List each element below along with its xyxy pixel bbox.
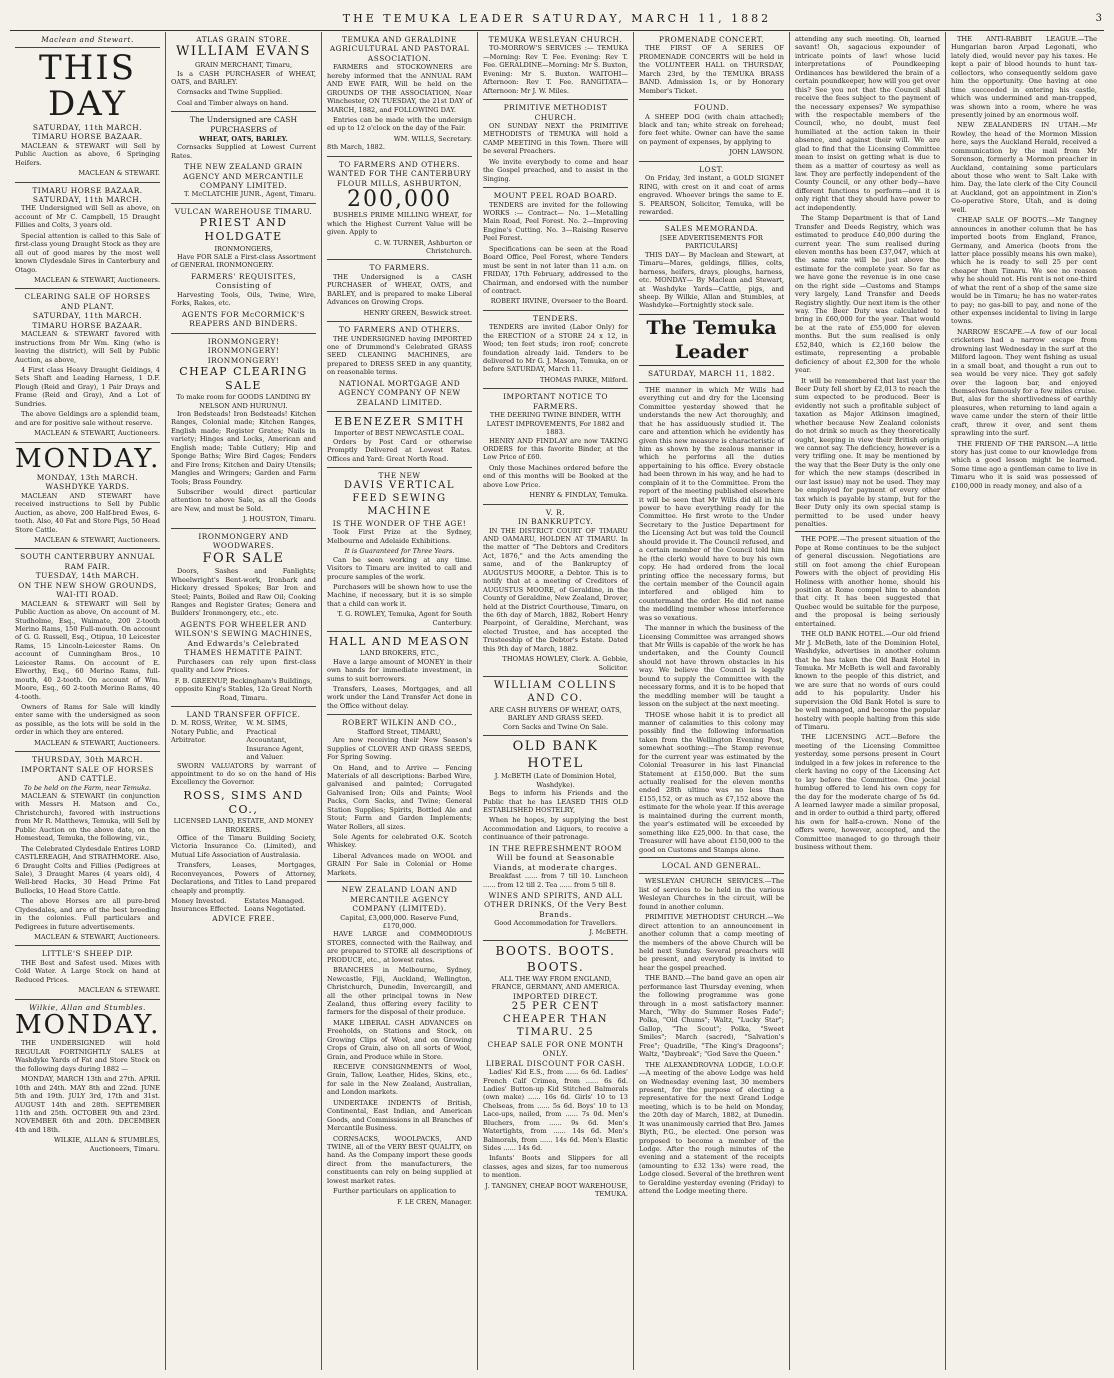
- ad-footer: ADVICE FREE.: [212, 913, 275, 923]
- ad-items: Ladies' Kid E.S., from ...... 6s 6d. Ladies' French Calf Crimea, from ...... 6s 6d. Ladies' Button-up Kid Stitched Balmorals (own make) ...... 16s 6d. Girls' 10 to 13 Chelseas, from ...... 5s 6d. Boys' 10 to 13 Lace-ups, nailed, from ...... 7s 0d. Men's Bluchers, from ...... 9s 6d. Men's Watertights, from ...... 14s 6d. Men's Balmorals, from ...... 14s 6d. Men's Elastic Sides ...... 14s 6d.: [483, 1068, 628, 1153]
- ad-big-heading: PRIEST AND HOLDGATE: [199, 216, 288, 244]
- ad-place: TIMARU HORSE BAZAAR.: [32, 132, 143, 142]
- ad-monday-washdyke: [15, 443, 161, 545]
- ad-heading: IN BANKRUPTCY.: [517, 517, 594, 527]
- ad-body: The above Geldings are a splendid team, and are for positive sale without reserve.: [15, 410, 160, 427]
- ad-heading: CLEARING SALE OF HORSES AND PLANT.: [24, 292, 151, 311]
- ad-body: Purchasers will be shown how to use the Machine, if necessary, but it is so simple that a child can work it.: [327, 582, 472, 608]
- section-heading-local-general: LOCAL AND GENERAL.: [661, 860, 762, 870]
- ad-davis-sewing: [327, 471, 472, 627]
- ad-agents: AGENTS FOR WHEELER AND WILSON'S SEWING MACHINES, And Edwards's Celebrated THAMES HEMATITE PAINT.: [174, 619, 313, 658]
- ad-hall-meason: [327, 635, 472, 710]
- column-3: [322, 32, 478, 1370]
- ad-body: THE UNDERSIGNED will hold REGULAR FORTNIGHTLY SALES at Washdyke Yards of Fat and Store Stock on the following days during 1882 —: [15, 1039, 160, 1073]
- ad-land-transfer: [171, 710, 316, 923]
- ad-firm-header: Wilkie, Allan and Stumbles.: [29, 1002, 146, 1012]
- ad-signature: C. W. TURNER, Ashburton or Christchurch.: [374, 238, 472, 256]
- ad-big-heading: HALL AND MEASON: [328, 635, 471, 649]
- ad-subheading: LICENSED LAND, ESTATE, AND MONEY BROKERS.: [173, 817, 314, 834]
- ad-body: THE FIRST OF A SERIES OF PROMENADE CONCERTS will be held in the VOLUNTEER HALL on THURSDAY, March 23rd, by the TEMUKA BRASS BAND. Admission 1s, or by Honorary Member's Ticket.: [639, 44, 784, 95]
- masthead-title: THE TEMUKA LEADER SATURDAY, MARCH 11, 1882: [342, 11, 772, 25]
- ad-items: The Celebrated Clydesdale Entires LORD CASTLEREAGH, And STRATHMORE. Also, 6 Draught Colts and Fillies (Pedigrees at Sale), 3 Draught Mares (4 years old), 4 Well-bred Hacks, 30 Head Prime Fat Bullocks, 10 Head Store Cattle.: [15, 844, 160, 895]
- ad-date: SATURDAY, 11th MARCH.: [32, 195, 143, 204]
- ad-big-heading: WILLIAM EVANS: [176, 44, 311, 60]
- editorial-paragraph: The manner in which the business of the Licensing Committee was arranged shows that Mr Wills is capable of the work he has undertaken, and the County Council should not have thrown obstacles in his way. We believe the Council is legally bound to supply the Committee with the necessary forms, and it is to be hoped that the meddling member will be taught a lesson on the subject at the next meeting.: [639, 624, 784, 709]
- ad-draught-fillies: [15, 186, 160, 285]
- ad-greenup: [171, 532, 316, 702]
- ad-subheading: J. McBETH (Late of Dominion Hotel, Washdyke).: [494, 772, 617, 789]
- ad-heading: LOST.: [699, 164, 724, 174]
- ad-big-heading: CHEAP CLEARING SALE: [179, 364, 308, 393]
- ad-heading: LITTLE'S SHEEP DIP.: [41, 949, 134, 959]
- ad-nz-loan: [327, 885, 472, 1206]
- ad-atlas-grain: [171, 35, 316, 107]
- ad-ram-ewe-fair: [327, 35, 472, 152]
- ad-body: Good Accommodation for Travellers.: [494, 919, 617, 928]
- ad-signature: HENRY & FINDLAY, Temuka.: [529, 491, 628, 500]
- ad-seed-cleaning: [327, 325, 472, 407]
- column-7: [946, 32, 1102, 1370]
- ad-body: Are now receiving their New Season's Supplies of CLOVER AND GRASS SEEDS, For Spring Sowing.: [327, 736, 472, 762]
- ad-body: HAVE LARGE and COMMODIOUS STORES, connected with the Railway, and are prepared to STORE all descriptions of PRODUCE, etc., at lowest rates.: [327, 930, 472, 964]
- ad-signature: F. LE CREN, Manager.: [397, 1197, 472, 1206]
- ad-body: A SHEEP DOG (with chain attached); black and tan; white streak on forehead; fore feet white. Owner can have the same on payment of expenses, by applying to: [639, 112, 784, 146]
- ad-body: It is Guaranteed for Three Years.: [344, 547, 455, 556]
- ad-big-heading: OLD BANK HOTEL: [512, 738, 599, 771]
- ad-heading: VULCAN WAREHOUSE TIMARU.: [174, 206, 313, 216]
- ad-date: 8th March, 1882.: [327, 143, 386, 152]
- ad-body: Can be seen working at any time. Visitors to Timaru are invited to call and procure samples of the work.: [327, 555, 472, 581]
- ad-big-heading: WILLIAM COLLINS AND CO.: [493, 680, 618, 704]
- ad-body: Owners of Rams for Sale will kindly enter same with the undersigned as soon as possible, as the lots will be sold in the order in which they are entered.: [15, 702, 160, 737]
- ad-body: UNDERTAKE INDENTS of British, Continental, East Indian, and American Goods, and Commissions in all Branches of Mercantile Business.: [327, 1098, 472, 1133]
- ad-grain-agency: [171, 115, 316, 199]
- ad-wilkie-allan: [15, 1003, 160, 1153]
- ad-body: FARMERS and STOCKOWNERS are hereby informed that the ANNUAL RAM AND EWE FAIR, Will be held on the GROUNDS OF THE ASSOCIATION, Near Winchester, ON TUESDAY, the 21st DAY of MARCH, 1882, and FOLLOWING DAY.: [327, 63, 472, 114]
- ad-subheading: [SEE ADVERTISEMENTS FOR PARTICULARS]: [660, 233, 763, 251]
- ad-signature: MACLEAN & STEWART, Auctioneers.: [34, 429, 160, 438]
- ad-menu: Breakfast ...... from 7 till 10. Luncheon ...... from 12 till 2. Tea ...... from 5 till 8.: [483, 872, 628, 889]
- ad-date: SATURDAY, 11th MARCH.: [32, 311, 143, 321]
- ad-tenders: [483, 314, 628, 385]
- ad-subheading: GRAIN MERCHANT, Timaru,: [194, 61, 293, 70]
- ad-wesleyan: [483, 35, 628, 95]
- ad-vulcan-warehouse: [171, 207, 316, 329]
- ad-body: We invite everybody to come and hear the Gospel preached, and to assist in the Singing.: [483, 157, 628, 183]
- ad-heading: FOUND.: [694, 103, 729, 113]
- ad-signature: F. B. GREENUP, Beckingham's Buildings, opposite King's Stables, 12a Great North Road, Timaru.: [174, 676, 313, 702]
- news-item: THE ANTI-RABBIT LEAGUE.—The Hungarian baron Arpad Legonati, who lately died, would never pay his taxes. He kept a pair of blood hounds to hunt tax-collectors, who consequently seldom gave him the opportunity. One having at one time succeeded in entering his castle, which was undermined and man-trapped, was shown into a room, where he was presently joined by an enormous wolf.: [951, 35, 1097, 119]
- ad-body: THE Undersigned will Sell as above, on account of Mr C. Campbell, 15 Draught Fillies and Colts, 3 years old.: [15, 204, 160, 230]
- ad-heading: SALES MEMORANDA.: [664, 224, 759, 234]
- ad-body: Corn Sacks and Twine On Sale.: [502, 722, 609, 731]
- ad-items: Iron Bedsteads! Iron Bedsteads! Kitchen Ranges, Colonial made; Kitchen Ranges, English made; Register Grates; Nails in variety; Hinges and Locks, American and English made; Table Cutlery; Hip and Sponge Baths; Wire Bird Cages; Fenders and Fire Irons; Kitchen and Dairy Utensils; Mangles and Wringers; Garden and Farm Tools; Brass Foundry.: [171, 410, 316, 486]
- ad-maclean-this-day: [15, 35, 160, 178]
- ad-body: Cornsacks Supplied at Lowest Current Rates.: [171, 143, 316, 160]
- ad-items: Doors, Sashes and Fanlights; Wheelwright's Bent-work, Ironbark and Hickory dressed Spokes; Bar Iron and Steel; Paints, Boiled and Raw Oil; Cooking Ranges and Register Grates; Genera and Builders' Ironmongery, etc., etc.: [171, 567, 316, 618]
- column-1: [10, 32, 166, 1370]
- ad-ram-fair: [15, 552, 160, 747]
- ad-heading: IRONMONGERY AND WOODWARES.: [198, 531, 289, 551]
- ad-sales-memoranda: [639, 224, 784, 309]
- ad-body: Orders by Post Card or otherwise Promptly Delivered at Lowest Rates. Offices and Yard: Great North Road.: [327, 437, 472, 463]
- column-2: [166, 32, 322, 1370]
- ad-firm-header: Maclean and Stewart.: [41, 35, 134, 44]
- ad-date: SATURDAY, 11th MARCH.: [32, 122, 143, 132]
- ad-signature: JOHN LAWSON.: [729, 148, 784, 157]
- ad-heading: TO FARMERS.: [369, 263, 430, 273]
- ad-body: Purchasers can rely upon first-class quality and Low Prices.: [171, 657, 316, 675]
- ad-body: Special attention is called to this Sale of first-class young Draught Stock as they are all out of good mares by the most well known Clydesdale Sires in Canterbury and Otago.: [15, 231, 160, 274]
- ad-sheep-dip: [15, 949, 160, 994]
- ad-subheading: WANTED FOR THE CANTERBURY FLOUR MILLS, ASHBURTON,: [327, 169, 472, 188]
- ad-body: BRANCHES in Melbourne, Sydney, Newcastle, Fiji, Auckland, Wellington, Christchurch, Dunedin, Invercargill, and all the other principal towns in New Zealand, thus offering every facility to farmers for the disposal of their produce.: [327, 966, 472, 1017]
- ad-company: THE NEW ZEALAND GRAIN AGENCY AND MERCANTILE COMPANY LIMITED.: [183, 162, 304, 190]
- ad-signature: WILKIE, ALLAN & STUMBLES, Auctioneers, Timaru.: [53, 1136, 160, 1153]
- ad-body: Cornsacks and Twine Supplied.: [177, 88, 283, 97]
- service-left: Money Invested. Insurances Effected.: [171, 897, 240, 914]
- column-6: [790, 32, 946, 1370]
- ad-big-heading: MONDAY.: [15, 443, 161, 474]
- ad-body: Subscriber would direct particular attention to above Sale, as all the Goods are New, and must be Sold.: [171, 487, 316, 513]
- ad-items: 4 First class Heavy Draught Geldings, 4 Sets Shaft and Leading Harness, 1 D.F. Plough (Reid and Gray), 1 Pair Drays and Frame (Reid and Gray), And a Lot of Sundries.: [15, 366, 160, 408]
- news-item: NARROW ESCAPE.—A few of our local cricketers had a narrow escape from drowning last Wednesday in the surf at the Milford lagoon. They went fishing as usual in a small boat, and thought a run out to sea would be very nice. They got safely over the lagoon bar, and enjoyed themselves famously for a few miles cruise. But, alas for the shortlivedness of earthly pleasures, when returning to land again a wave came under the stern of their little craft, threw it over, and sent them sprawling into the surf.: [951, 327, 1097, 438]
- ad-items: Harvesting Tools, Oils, Twine, Wire, Forks, Rakes, etc.: [171, 290, 316, 308]
- ad-body: Specifications can be seen at the Road Board Office, Peel Forest, where Tenders must be sent in not later than 11 a.m. on FRIDAY, 17th February, addressed to the Chairman, and endorsed with the number of contract.: [483, 244, 628, 295]
- ad-heading: IRONMONGERY! IRONMONGERY! IRONMONGERY!: [207, 336, 280, 365]
- ad-subheading: LAND BROKERS, ETC.,: [360, 649, 439, 658]
- ad-big-heading: BOOTS. BOOTS. BOOTS.: [495, 944, 616, 974]
- ad-signature: THOMAS PARKE, Milford.: [539, 375, 628, 384]
- news-item: CHEAP SALE OF BOOTS.—Mr Tangney announces in another column that he has imported boots from England, France, Germany, and America (boots from the latter place possibly means his own make), which he is ready to sell 25 per cent cheaper than Timaru. We see no reason why he should not. His rent is not one-third of what the rent of a shop of the same size would be in Timaru; he has no water-rates to pay; no gas-bill to pay, and none of the other expenses incidental to living in large towns.: [951, 216, 1097, 326]
- ad-subheading: IRONMONGERS,: [214, 244, 273, 253]
- news-item: THE FRIEND OF THE PARSON.—A little story has just come to our knowledge from which a good lesson might be learned. Some time ago a gentleman came to live in Timaru who it is said was possessed of £100,000 in ready money, and also of a: [951, 439, 1097, 490]
- editorial-paragraph: THE manner in which Mr Wills had everything cut and dry for the Licensing Committee yesterday showed that he understands the new Act thoroughly, and that he has assiduously studied it. The care and attention which he evidently has given this new measure is characteristic of him as shown by the zealous manner in which he performs all the duties appertaining to his office. Every obstacle had been thrown in his way, and he had to complain of it to the Committee. From the report of the meeting published elsewhere it will be seen that Mr Wills did all in his power to have everything ready for the Committee. He first wrote to the Under Secretary to the Justice Department for the Licensing Act but was told the Council should provide it. The Council refused, and a certain member of the Council told him he (the clerk) would have to buy his own copy. He had ordered from the local printing office the necessary forms, but the certain member of the Council again interfered and obliged him to countermand the order. He did not name the meddling member whose interference was so vexatious.: [639, 385, 784, 622]
- ad-signature: MACLEAN & STEWART, Auctioneers.: [34, 535, 160, 544]
- ad-date: MONDAY, 13th MARCH.: [36, 472, 139, 482]
- partner-right: W. M. SIMS, Practical Accountant, Insurance Agent, and Valuer.: [246, 719, 304, 762]
- ad-signature: MACLEAN & STEWART.: [78, 986, 160, 995]
- ad-bankruptcy: [483, 508, 628, 672]
- ad-big-heading: The Undersigned are CASH PURCHASERS of: [189, 115, 298, 134]
- ad-big-number: 200,000: [347, 187, 452, 213]
- news-item: THE LICENSING ACT.—Before the meeting of the Licensing Committee yesterday, some persons present in Court indulged in a few jokes in reference to the clerk having no copy of the Licensing Act to lay before the Committee. One jocial humbug offered to lend his own copy for the day for the moderate charge of 5s 6d. A learned lawyer made a similar proposal, and in order to outbid a third party, offered his own for half-a-crown. None of the offers were, however, accepted, and the Committee managed to go through their business without them.: [795, 733, 940, 852]
- ad-signature: MACLEAN & STEWART.: [78, 169, 160, 178]
- ad-heading: ATLAS GRAIN STORE.: [196, 35, 291, 44]
- news-item: WESLEYAN CHURCH SERVICES.—The list of services to be held in the various Wesleyan Churches in the circuit, will be found in another column.: [639, 877, 784, 911]
- ad-subheading: IN THE REFRESHMENT ROOM Will be found at Seasonable Viands, at moderate charges.: [489, 843, 622, 872]
- ad-body: WINES AND SPIRITS, AND ALL OTHER DRINKS, Of the Very Best Brands.: [484, 890, 627, 919]
- ad-subheading: THE DEERING TWINE BINDER, WITH LATEST IMPROVEMENTS, For 1882 and 1883.: [486, 411, 625, 437]
- ad-subheading: To make room for GOODS LANDING BY NELSON AND HURUNUI.: [176, 393, 311, 410]
- ad-signature: MACLEAN & STEWART, Auctioneers.: [34, 275, 160, 284]
- ad-heading: PROMENADE CONCERT.: [659, 35, 764, 44]
- ad-body: MAKE LIBERAL CASH ADVANCES on Freeholds, on Stations and Stock, on Growing Clips of Wool, and on Growing Crops of Grain, also on all sorts of Wool, Grain, and Produce while in Store.: [327, 1018, 472, 1061]
- ad-big-heading: EBENEZER SMITH: [334, 415, 465, 429]
- ad-body: TO-MORROW'S SERVICES :— TEMUKA—Morning: Rev T. Fee. Evening: Rev T. Fee. GERALDINE—Morning: Mr S. Buxton, Evening: Mr S. Buxton. WAITOHI—Afternoon: Rev T. Fee. RANGITATA—Afternoon: Mr J. W. Miles.: [483, 44, 628, 95]
- ad-ebenezer-smith: [327, 415, 472, 463]
- ad-body: Took First Prize at the Sydney, Melbourne and Adelaide Exhibitions.: [327, 528, 472, 545]
- ad-body: Transfers, Leases, Mortgages, Reconveyances, Powers of Attorney, Declarations, and Titles to Land prepared cheaply and promptly.: [171, 861, 316, 895]
- ad-robert-wilkin: [327, 718, 472, 877]
- ad-heading: TEMUKA WESLEYAN CHURCH.: [488, 35, 623, 44]
- ad-big-heading: FOR SALE: [202, 550, 285, 566]
- ad-signature: ROBERT IRVINE, Overseer to the Board.: [490, 297, 628, 306]
- ad-subheading: Capital, £3,000,000. Reserve Fund, £170,000.: [340, 913, 459, 931]
- ad-place: TIMARU HORSE BAZAAR.: [32, 320, 143, 330]
- ad-subheading: Importer of BEST NEWCASTLE COAL.: [334, 429, 465, 438]
- ad-heading: LAND TRANSFER OFFICE.: [186, 709, 301, 719]
- ad-lost: [639, 165, 784, 217]
- ad-heading: PRIMITIVE METHODIST CHURCH.: [503, 103, 608, 122]
- ad-signature: WM. WILLS, Secretary.: [393, 134, 472, 143]
- ad-heading: IMPORTANT SALE OF HORSES AND CATTLE.: [21, 764, 154, 784]
- ad-heading: THE NEW: [378, 471, 421, 481]
- ad-place: ON THE NEW SHOW GROUNDS, WAI-ITI ROAD.: [18, 580, 157, 600]
- ad-old-bank-hotel: [483, 739, 628, 936]
- ad-body: TENDERS are invited (Labor Only) for the ERECTION of a STORE 24 x 12, in Wood; ten feet studs; iron roof; concrete foundation already laid. Tenders to be delivered to Mr G. J. Mason, Temuka, on or before SATURDAY, March 11.: [483, 323, 628, 374]
- ad-body: On Friday, 3rd instant, a GOLD SIGNET RING, with crest on it and coat of arms engraved. Whoever brings the same to E. S. PEARSON, Solicitor, Temuka, will be rewarded.: [639, 174, 784, 216]
- ad-body: THIS DAY— By Maclean and Stewart, at Timaru—Mares, geldings, fillies, colts, harness, heifers, drays, ploughs, harness, etc. MONDAY— By Maclean and Stewart, at Washdyke Yards—Cattle, pigs, and sheep. By Wilkie, Allan and Stumbles, at Washdyke—Fortnightly stock sale.: [639, 250, 784, 310]
- editorial-continuation: attending any such meeting. Oh, learned savant! Oh, sagacious expounder of intricate points of law! whose lucid interpretations of Poundkeeping Ordinances has bewildered the brain of a certain poundkeeper, how will you get over this? See you not that the Council shall receive the fees subject to the payment of the necessary expenses? We sympathise with the respectable members of the Council, who, no doubt, must feel humiliated at the action taken in their absence, and against their will. We are glad to find that the Licensing Committee mean to insist on getting what is due to them as a matter of courtesy as well as law. They are perfectly independent of the County Council, or any other body—have different functions to perform—and it is only right that they should have power to act independently.: [795, 35, 940, 212]
- ad-boots: [483, 944, 628, 1198]
- ad-horses-cattle: [15, 755, 160, 941]
- ad-flour-mills: [327, 160, 472, 256]
- news-item: THE ALEXANDROVNA LODGE, I.O.O.F.—A meeting of the above Lodge was held on Wednesday evening last, 30 members present, for the purpose of electing a representative for the next Grand Lodge meeting, which is to be held on Monday, the 20th day of March, 1882, at Dunedin. It was unanimously carried that Bro. James Blyth, P.G., be elected. One person was proposed to become a member of the Lodge. After the rough minutes of the evening and a statement of the receipts (amounting to £32 13s) were read, the Lodge closed. Several of the brethren went to Geraldine yesterday evening (Friday) to attend the Lodge meeting there.: [639, 1060, 785, 1196]
- ad-big-heading: THIS DAY: [38, 48, 137, 125]
- ad-body: MACLEAN & STEWART will Sell by Public Auction as above, On account of M. Studholme, Esq., Waimate, 200 2-tooth Merino Rams, 150 Full-mouth. On account of G. G. Russell, Esq., Otipua, 10 Leicester Rams, 15 Lincoln-Leicester Rams. On account of Cunningham Bros., 10 Leicester Rams. On account of E. Elworthy, Esq., 60 Merino Rams, full-mouth, 40 2-tooth. On account of Wm. Moore, Esq., 60 2-tooth Merino Rams, 40 4-tooth.: [15, 599, 160, 701]
- news-item: THE POPE.—The present situation of the Pope at Rome continues to be the subject of general discussion. Negotiations are still on foot among the chief European Powers with the object of providing His Holiness with another home, should his position at Rome compel him to abandon that city. It has been suggested that Quebec would be suitable for the purpose, and the proposal is being seriously entertained.: [795, 535, 940, 628]
- ad-percent: 25 PER CENT CHEAPER THAN TIMARU. 25: [503, 1001, 608, 1038]
- ad-body: CORNSACKS, WOOLPACKS, AND TWINE, all of the VERY BEST QUALITY, on hand. As the Company import these goods direct from the manufacturers, the constituents can rely on being supplied at lowest market rates.: [327, 1134, 472, 1185]
- ad-body: Is a CASH PURCHASER of WHEAT, OATS, and BARLEY.: [171, 69, 316, 86]
- ad-body: Infants' Boots and Slippers for all classes, ages and sizes, far too numerous to mention.: [483, 1154, 628, 1180]
- ad-subheading: IS THE WONDER OF THE AGE!: [332, 518, 467, 528]
- ad-body: HENRY AND FINDLAY are now TAKING ORDERS for this favorite Binder, at the Low Price of £60.: [483, 436, 628, 462]
- ad-signature: J. HOUSTON, Timaru.: [242, 515, 316, 524]
- ad-body: BUSHELS PRIME MILLING WHEAT, for which the Highest Current Value will be given. Apply to: [327, 211, 472, 237]
- ad-body: Have a large amount of MONEY in their own hands for immediate investment, in sums to suit borrowers.: [327, 657, 472, 683]
- ad-body: CHEAP SALE FOR ONE MONTH ONLY.: [487, 1039, 624, 1059]
- ad-signature: T. McCLATCHIE JUNR., Agent, Timaru.: [184, 190, 316, 199]
- ad-signature: T. G. ROWLEY, Temuka, Agent for South Canterbury.: [337, 610, 472, 627]
- ad-big-heading: DAVIS VERTICAL FEED SEWING MACHINE: [344, 480, 455, 518]
- ad-big-heading: ROSS, SIMS AND CO.,: [183, 788, 304, 816]
- editorial-paragraph: THOSE whose habit it is to predict all manner of calamities to this colony may possibly find the following information taken from the Wellington Evening Post, somewhat soothing:—The Stamp revenue for the current year was estimated by the Colonial Treasurer in his last Financial Statement at £150,000. But the sum actually realised for the eleven months ended 28th ultimo was no less than £155,152, or as much as £7,152 above the estimate for the whole year. If this average is maintained during the current month, the year's estimated will be exceeded by something like £25,000. In that case, the Treasurer will have about £150,000 to the good on Customs and Stamps alone.: [639, 710, 784, 854]
- editorial-date: SATURDAY, MARCH 11, 1882.: [648, 369, 775, 379]
- ad-body: When he hopes, by supplying the best Accommodation and Liquors, to receive a continuance of their patronage.: [483, 816, 628, 842]
- ad-place: WASHDYKE YARDS.: [45, 482, 130, 492]
- ad-body: MACLEAN & STEWART favored with instructions from Mr Wm. King (who is leaving the district), will Sell by Public Auction, as above,: [15, 330, 160, 364]
- ad-body: THE Undersigned is a CASH PURCHASER of WHEAT, OATS, and BARLEY, and is prepared to make Liberal Advances on Growing Crops.: [327, 272, 472, 307]
- ad-big-heading: ROBERT WILKIN AND CO.,: [342, 718, 457, 728]
- ad-body: SWORN VALUATORS by warrant of appointment to do so on the hand of His Excellency the Governor.: [171, 761, 316, 787]
- ad-heading: TO FARMERS AND OTHERS.: [338, 325, 461, 335]
- ad-services: [171, 897, 316, 914]
- ad-heading: TO FARMERS AND OTHERS.: [338, 159, 461, 169]
- ad-mount-peel: [483, 191, 628, 306]
- ad-body: MACLEAN AND STEWART have received instructions to Sell by Public Auction, as above, 200 Half-bred Ewes, 6-tooth. Also, 40 Fat and Store Pigs, 50 Head Store Cattle.: [15, 491, 160, 534]
- ad-body: Liberal Advances made on WOOL and GRAIN For Sale in Colonial or Home Markets.: [327, 851, 472, 877]
- ad-signature: HENRY GREEN, Beswick street.: [363, 308, 472, 317]
- ad-vr: V. R.: [545, 507, 566, 517]
- column-5: [634, 32, 790, 1370]
- news-item: THE OLD BANK HOTEL.—Our old friend Mr J. McBeth, late of the Dominion Hotel, Washdyke, advertises in another column that he has taken the Old Bank Hotel in Temuka. Mr McBeth is well and favorably known to the people of this district, and we are sure that no words of ours could add to his popularity. Under his supervision the Old Bank Hotel is sure to be well managed, and become the popular hostelry with people halting from this side of Timaru.: [795, 630, 940, 731]
- ad-heading: MOUNT PEEL ROAD BOARD.: [493, 191, 618, 201]
- ad-heading: TENDERS.: [533, 313, 578, 323]
- ad-primitive: [483, 103, 628, 183]
- ad-signature: J. McBETH.: [589, 927, 628, 936]
- ad-subheading: ARE CASH BUYERS OF WHEAT, OATS, BARLEY AND GRASS SEED.: [489, 705, 622, 723]
- ad-body: MACLEAN & STEWART will Sell by Public Auction as above, 6 Springing Heifers.: [15, 141, 160, 167]
- ad-henry-green: [327, 263, 472, 317]
- ad-date: THURSDAY, 30th MARCH.: [32, 755, 143, 765]
- ad-signature: MACLEAN & STEWART, Auctioneers.: [34, 933, 160, 942]
- ad-signature: J. TANGNEY, CHEAP BOOT WAREHOUSE, TEMUKA.: [485, 1181, 628, 1199]
- ad-promenade-concert: [639, 35, 784, 95]
- news-item: THE BAND.—The band gave an open air performance last Thursday evening, when the following programme was gone through in a most satisfactory manner. March, "Why do Summer Roses Fade"; Polka, "Old Chums"; Waltz, "Lucky Star"; Gallop, "The Scout"; Polka, "Sweet Smiles"; March (sacred), "Salvation's Free"; Quadrille, "The King's Dragoons"; Waltz, "Daybreak"; "God Save the Queen.": [639, 974, 784, 1059]
- editorial-paragraph: The Stamp Department is that of Land Transfer and Deeds Registry, which was estimated to produce £40,000 during the current year. The sum realised during eleven months has been £37,047, which at the same rate will be just above the estimate for the complete year. So far as we have gone the revenue is in one case on the right side —Customs and Stamps very largely, Land Transfer and Deeds Registry slightly. Our next item is the other way. The Beer Duty was calculated to bring in £60,000 for the year. That would be at the rate of £55,000 for eleven months. But the sum realised is only £52,840, which is £2,160 below the estimate, representing a probable deficiency of about £2,300 for the whole year.: [795, 214, 940, 375]
- ad-subheading: ALL THE WAY FROM ENGLAND, FRANCE, GERMANY, AND AMERICA.: [491, 974, 620, 992]
- news-item: NEW ZEALANDERS IN UTAH.—Mr Rowley, the head of the Mormon Mission here, says the Auckland Herald, received a communication by the mail from Mr Sorenson, formerly a Mormon preacher in Auckland, containing some particulars about those who went to Salt Lake with him. Day, the late clerk of the City Council at Auckland, got an appointment in Zion's Co-operative Store, Utah, and is doing well.: [951, 121, 1097, 214]
- ad-body: RECEIVE CONSIGNMENTS of Wool, Grain, Tallow, Leather, Hides, Skins, etc., for sale in the New Zealand, Australian, and London markets.: [327, 1063, 472, 1097]
- ad-body: Entries can be made with the undersign ed up to 12 o'clock on the day of the Fair.: [327, 116, 472, 133]
- ad-body: MACLEAN & STEWART (in conjunction with Messrs H. Matson and Co., Christchurch), favored with instructions from Mr R. Matthews, Temuka, will Sell by Public Auction on the above date, on the Homestead, Temuka, the following, viz.,: [15, 792, 160, 843]
- ad-date: TUESDAY, 14th MARCH.: [35, 571, 140, 581]
- ad-subheading: Stafford Street, TIMARU,: [357, 727, 442, 736]
- ad-place: TIMARU HORSE BAZAAR.: [32, 185, 143, 195]
- ad-body: LIBERAL DISCOUNT FOR CASH.: [485, 1058, 626, 1068]
- ad-clearing-ironmongery: [171, 337, 316, 524]
- ad-dates: MONDAY, MARCH 13th and 27th. APRIL 10th and 24th. MAY 8th and 22nd. JUNE 5th and 19th. JULY 3rd, 17th and 31st. AUGUST 14th and 28th. SEPTEMBER 11th and 25th. OCTOBER 9th and 23rd. NOVEMBER 6th and 20th. DECEMBER 4th and 18th.: [15, 1075, 160, 1134]
- ad-body: ON SUNDAY NEXT the PRIMITIVE METHODISTS of TEMUKA will hold a CAMP MEETING in this Town. There will be several Preachers.: [483, 122, 628, 156]
- ad-heading: IMPORTED DIRECT.: [512, 991, 599, 1001]
- ad-body: The above Horses are all pure-bred Clydesdales, and are of the best breeding in the colonies. Full particulars and Pedigrees in future advertisements.: [15, 897, 160, 931]
- newspaper-page: [10, 6, 1104, 1372]
- news-item: PRIMITIVE METHODIST CHURCH.—We direct attention to an announcement in another column that a camp meeting of the members of the above Church will be held next Sunday. Several preachers will be present, and everybody is invited to hear the gospel preached.: [639, 913, 784, 972]
- partner-left: D. M. ROSS, Writer, Notary Public, and Arbitrator.: [171, 719, 238, 745]
- ad-body: Sole Agents for celebrated O.K. Scotch Whiskey.: [327, 833, 472, 850]
- ad-found: [639, 103, 784, 157]
- page-number: 3: [1095, 12, 1102, 24]
- ad-clearing-sale: [15, 292, 160, 437]
- column-4: [478, 32, 634, 1370]
- ad-heading: SOUTH CANTERBURY ANNUAL RAM FAIR.: [20, 552, 155, 571]
- ad-body: Only those Machines ordered before the end of this months will be Booked at the above Low Price.: [483, 463, 628, 489]
- ad-subheading: FARMERS' REQUISITES, Consisting of: [191, 271, 296, 291]
- ad-body: TENDERS are invited for the following WORKS :— Contract— No. 1—Metalling Main Road, Peel Forest. No. 2—Improving Engine's Cutting. No. 3—Raising Reserve Peel Forest.: [483, 200, 628, 243]
- ad-body: THE UNDERSIGNED having IMPORTED one of Drummond's Celebrated GRASS SEED CLEANING MACHINES, are prepared to DRESS SEED in any quantity, on reasonable terms.: [327, 334, 472, 377]
- service-right: Estates Managed. Loans Negotiated.: [244, 897, 306, 914]
- ad-heading: IMPORTANT NOTICE TO FARMERS.: [503, 392, 608, 411]
- ad-partners: [171, 719, 316, 761]
- ad-body: IN THE DISTRICT COURT OF TIMARU AND OAMARU, HOLDEN AT TIMARU. In the matter of "The Debtors and Creditors Act, 1876," and the Acts amending the same, and of the Bankruptcy of AUGUSTUS MOORE, a Debtor. This is to notify that at a meeting of Creditors of AUGUSTUS MOORE, of Geraldine, in the County of Geraldine, New Zealand, Drover, held at the District Courthouse, Timaru, on the 6th day of March, 1882, Robert Henry Pearpoint, of Geraldine, Merchant, was elected Trustee, and has accepted the Trusteeship of the Debtor's Estate. Dated this 9th day of March, 1882.: [483, 526, 628, 653]
- ad-agents: AGENTS FOR McCORMICK'S REAPERS AND BINDERS.: [181, 309, 306, 329]
- ad-signature: THOMAS HOWLEY, Clerk. A. Gebbie, Solicitor.: [502, 655, 628, 672]
- ad-body: Coal and Timber always on hand.: [177, 98, 289, 107]
- ad-signature: NATIONAL MORTGAGE AND AGENCY COMPANY OF NEW ZEALAND LIMITED.: [338, 378, 461, 407]
- ad-body: Office of the Timaru Building Society, Victoria Insurance Co. (Limited), and Mutual Life Association of Australasia.: [171, 833, 316, 859]
- ad-subheading: To be held on the Farm, near Temuka.: [23, 783, 152, 792]
- ad-heading: TEMUKA AND GERALDINE AGRICULTURAL AND PASTORAL ASSOCIATION.: [329, 35, 470, 63]
- ad-collins: [483, 680, 628, 731]
- ad-items: On Hand, and to Arrive — Fencing Materials of all descriptions: Barbed Wire, galvanised and painted; Corrugated Galvanised Iron; Oils and Paints; Wool Packs, Corn Sacks, and Twine; General Station Supplies; Spirits, Bottled Ale and Stout; Farm and Garden Implements; Water Rollers, all sizes.: [327, 763, 472, 831]
- ad-deering-binder: [483, 392, 628, 499]
- ad-body: Have FOR SALE a First-class Assortment of GENERAL IRONMONGERY.: [171, 252, 316, 270]
- ad-heading: NEW ZEALAND LOAN AND MERCANTILE AGENCY COMPANY (LIMITED).: [341, 885, 458, 914]
- ad-big-heading: MONDAY.: [15, 1010, 161, 1041]
- ad-body: Transfers, Leases, Mortgages, and all work under the Land Transfer Act done in the Office without delay.: [327, 684, 472, 710]
- editorial-paragraph: It will be remembered that last year the Beer Duty fell short by £2,013 to reach the sum expected to be produced. Beer is evidently not such a profitable subject of taxation as Major Atkinson imagined, whether because New Zealand colonists do not drink so much as they theoretically ought, keeping in view their British origin we cannot say. The deficiency, however is a very trifling one. It may be mentioned by the way that the Beer Duty is the only one for which the new stamps (described in our last issue) may not be used. They may be employed for payment of every other tax which is payable by stamp, but for the Beer Duty only its own special stamp is permitted to be used under heavy penalties.: [795, 376, 940, 528]
- columns: [10, 32, 1104, 1372]
- ad-signature: MACLEAN & STEWART, Auctioneers.: [34, 738, 160, 747]
- newspaper-nameplate: The Temuka Leader: [639, 314, 784, 367]
- ad-items: WHEAT, OATS, BARLEY.: [199, 134, 288, 143]
- page-masthead: [10, 6, 1104, 31]
- ad-body: Further particulars on application to: [333, 1187, 456, 1196]
- ad-body: THE Best and Safest used. Mixes with Cold Water. A Large Stock on hand at Reduced Prices.: [15, 958, 160, 984]
- ad-body: Begs to inform his Friends and the Public that he has LEASED THIS OLD ESTABLISHED HOSTELRY,: [483, 789, 628, 814]
